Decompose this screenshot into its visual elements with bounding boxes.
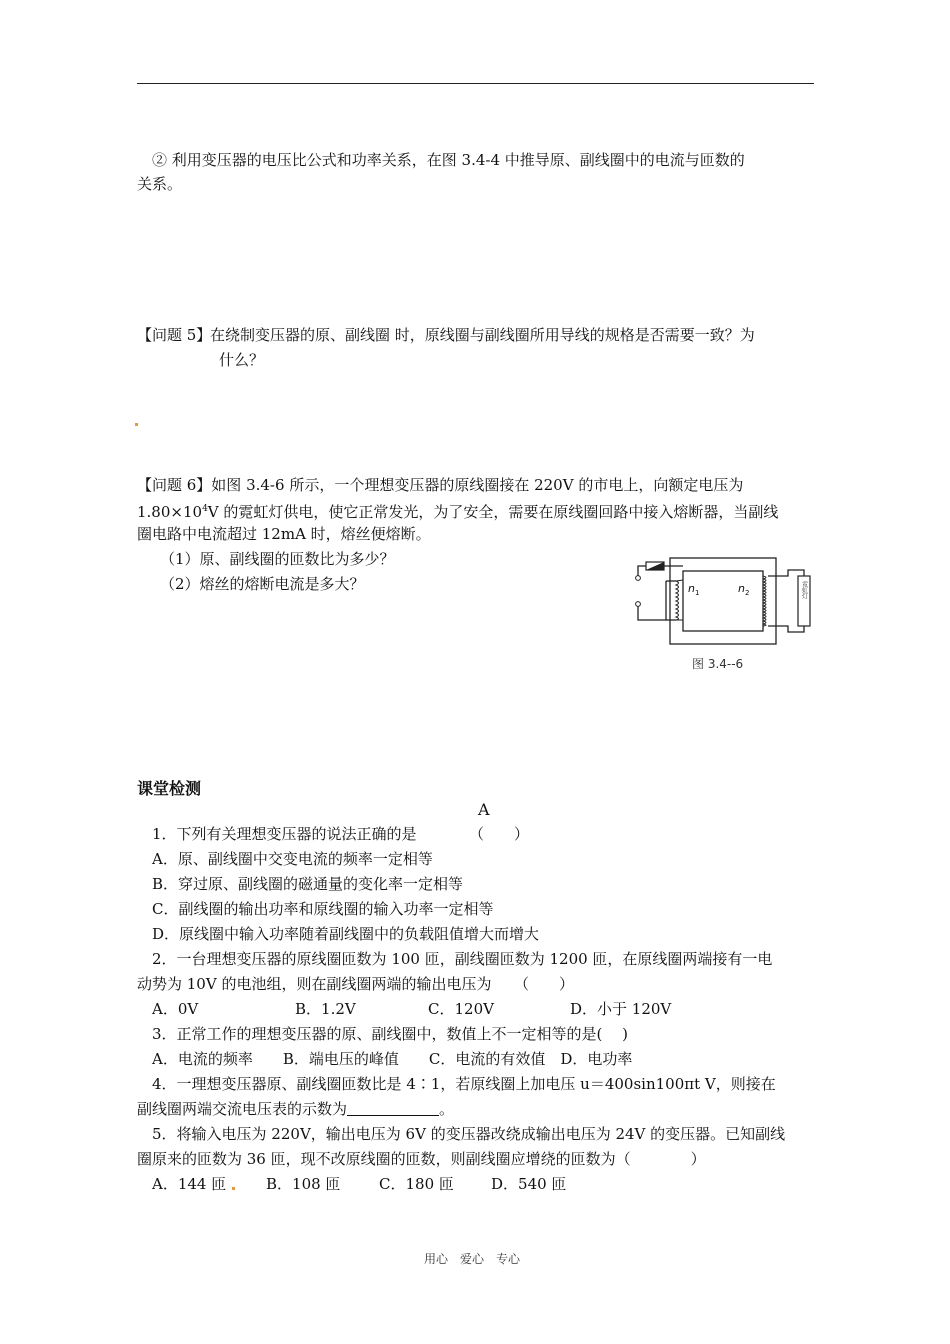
quiz-q2-option-c: C．120V: [428, 1000, 494, 1018]
stray-dot: [135, 423, 138, 426]
quiz-q2-option-a: A．0V: [152, 1000, 199, 1018]
quiz-q2-line1: 2．一台理想变压器的原线圈匝数为 100 匝，副线圈匝数为 1200 匝，在原线圈两端接有一电: [152, 950, 773, 968]
terminal-top: [636, 576, 641, 581]
secondary-wire-bottom: [768, 626, 804, 632]
n2-label: $n_2$: [738, 582, 750, 597]
stray-dot: [232, 1187, 235, 1190]
quiz-q5-option-b: B．108 匝: [266, 1175, 341, 1193]
primary-coil: [676, 580, 683, 620]
section2-line1: ② 利用变压器的电压比公式和功率关系，在图 3.4-4 中推导原、副线圈中的电流与匝数的: [152, 151, 745, 169]
n1-label: $n_1$: [688, 582, 700, 597]
question6-line3: 圈电路中电流超过 12mA 时，熔丝便熔断。: [137, 525, 431, 543]
quiz-q5-line1: 5．将输入电压为 220V，输出电压为 6V 的变压器改绕成输出电压为 24V 的变压器。已知副线: [152, 1125, 786, 1143]
figure-caption: 图 3.4--6: [692, 657, 744, 671]
question5-label: 【问题 5】: [137, 326, 212, 344]
fuse: [646, 562, 664, 570]
quiz-q1-option-c: C．副线圈的输出功率和原线圈的输入功率一定相等: [152, 900, 494, 918]
question6-line1: 【问题 6】如图 3.4-6 所示，一个理想变压器的原线圈接在 220V 的市电上，向额定电压为: [137, 476, 744, 494]
terminal-bottom: [636, 602, 641, 607]
question6-sub2: （2）熔丝的熔断电流是多大？: [160, 575, 365, 593]
secondary-wire-top: [768, 570, 804, 576]
quiz-q2-option-b: B．1.2V: [295, 1000, 356, 1018]
section2-line2: 关系。: [137, 175, 183, 193]
quiz-q5-option-a: A．144 匝: [152, 1175, 227, 1193]
answer-blank: [347, 1100, 439, 1116]
question6-sub1: （1）原、副线圈的匝数比为多少？: [160, 550, 395, 568]
quiz-q2-option-d: D．小于 120V: [570, 1000, 672, 1018]
quiz-q2-line2: 动势为 10V 的电池组，则在副线圈两端的输出电压为 （ ）: [137, 975, 574, 993]
page-footer: 用心 爱心 专心: [424, 1252, 521, 1266]
quiz-q3: 3．正常工作的理想变压器的原、副线圈中，数值上不一定相等的是( ): [152, 1025, 629, 1043]
quiz-q4-line2: 副线圈两端交流电压表的示数为 。: [137, 1100, 455, 1118]
quiz-level: A: [478, 800, 490, 819]
question5-line1: 在绕制变压器的原、副线圈 时，原线圈与副线圈所用导线的规格是否需要一致？为: [210, 326, 755, 344]
neon-lamp-label: 霓虹灯: [800, 581, 808, 599]
quiz-q1-option-d: D．原线圈中输入功率随着副线圈中的负载阻值增大而增大: [152, 925, 540, 943]
quiz-q5-option-d: D．540 匝: [491, 1175, 567, 1193]
quiz-q3-options: A．电流的频率 B．端电压的峰值 C．电流的有效值 D．电功率: [152, 1050, 633, 1068]
question6-line2: $1.80\times 10^4V$ 的霓虹灯供电，使它正常发光，为了安全，需要在原线圈回路中接入熔断器，当副线: [137, 503, 779, 521]
quiz-q1-option-a: A．原、副线圈中交变电流的频率一定相等: [152, 850, 433, 868]
quiz-q1: 1．下列有关理想变压器的说法正确的是 （ ）: [152, 825, 530, 843]
quiz-heading: 课堂检测: [137, 779, 202, 798]
quiz-q4-line1: 4．一理想变压器原、副线圈匝数比是 4∶1，若原线圈上加电压 u＝400sin100πt V，则接在: [152, 1075, 776, 1093]
quiz-q5-option-c: C．180 匝: [379, 1175, 454, 1193]
question5-line2: 什么？: [219, 351, 265, 369]
primary-wire-bottom: [638, 581, 666, 620]
header-rule: [137, 83, 814, 84]
quiz-q1-option-b: B．穿过原、副线圈的磁通量的变化率一定相等: [152, 875, 464, 893]
quiz-q5-line2: 圈原来的匝数为 36 匝，现不改原线圈的匝数，则副线圈应增绕的匝数为（ ）: [137, 1150, 706, 1168]
transformer-core-inner: [683, 571, 763, 631]
